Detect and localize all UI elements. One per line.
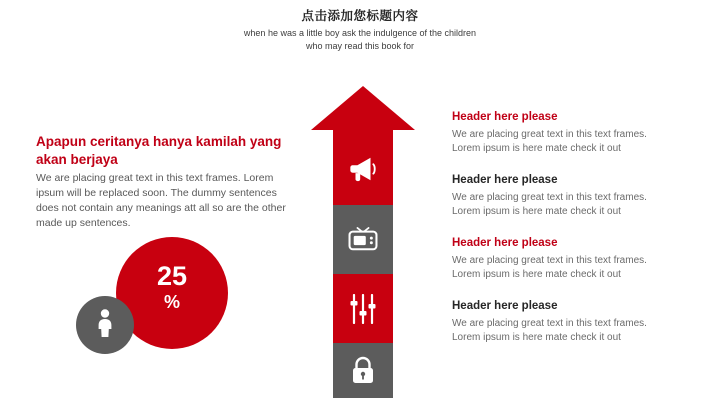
arrow-diagram [311,86,415,398]
arrow-segment-2[interactable] [333,205,393,274]
list-item-heading: Header here please [452,237,558,249]
right-list [452,110,664,345]
list-item [452,173,664,219]
arrow-segment-4[interactable] [333,343,393,398]
left-heading: Apapun ceritanya hanya kamilah yang akan berjaya [36,134,282,167]
stat-percent-symbol: % [163,292,180,312]
left-text-block [36,133,294,231]
list-item-heading: Header here please [452,174,558,186]
list-item [452,110,664,156]
page-subtitle [180,27,540,53]
list-item-body: We are placing great text in this text frames. Lorem ipsum is here mate check it out [452,192,647,217]
list-item-heading: Header here please [452,111,558,123]
page-subtitle-line2: who may read this book for [305,41,415,51]
megaphone-icon [348,153,378,183]
page-title: 点击添加您标题内容 [301,9,419,23]
sliders-icon [349,294,377,324]
title-block [180,8,540,53]
list-item-body: We are placing great text in this text frames. Lorem ipsum is here mate check it out [452,129,647,154]
left-body: We are placing great text in this text frames. Lorem ipsum will be replaced soon. The dummy sentences does not contain any meanings att all so are the other made up sentences. [36,172,286,229]
list-item-heading: Header here please [452,300,558,312]
list-item-body: We are placing great text in this text frames. Lorem ipsum is here mate check it out [452,255,647,280]
arrow-segment-3[interactable] [333,274,393,343]
stat-value: 25 [156,261,188,291]
arrow-segment-1[interactable] [333,130,393,205]
arrow-head [311,86,415,130]
person-icon [95,308,115,343]
list-item [452,299,664,345]
tv-monitor-icon [348,227,378,253]
lock-icon [350,356,376,386]
page-subtitle-line1: when he was a little boy ask the indulgence of the children [243,28,477,38]
person-badge [76,296,134,354]
list-item [452,236,664,282]
list-item-body: We are placing great text in this text frames. Lorem ipsum is here mate check it out [452,318,647,343]
